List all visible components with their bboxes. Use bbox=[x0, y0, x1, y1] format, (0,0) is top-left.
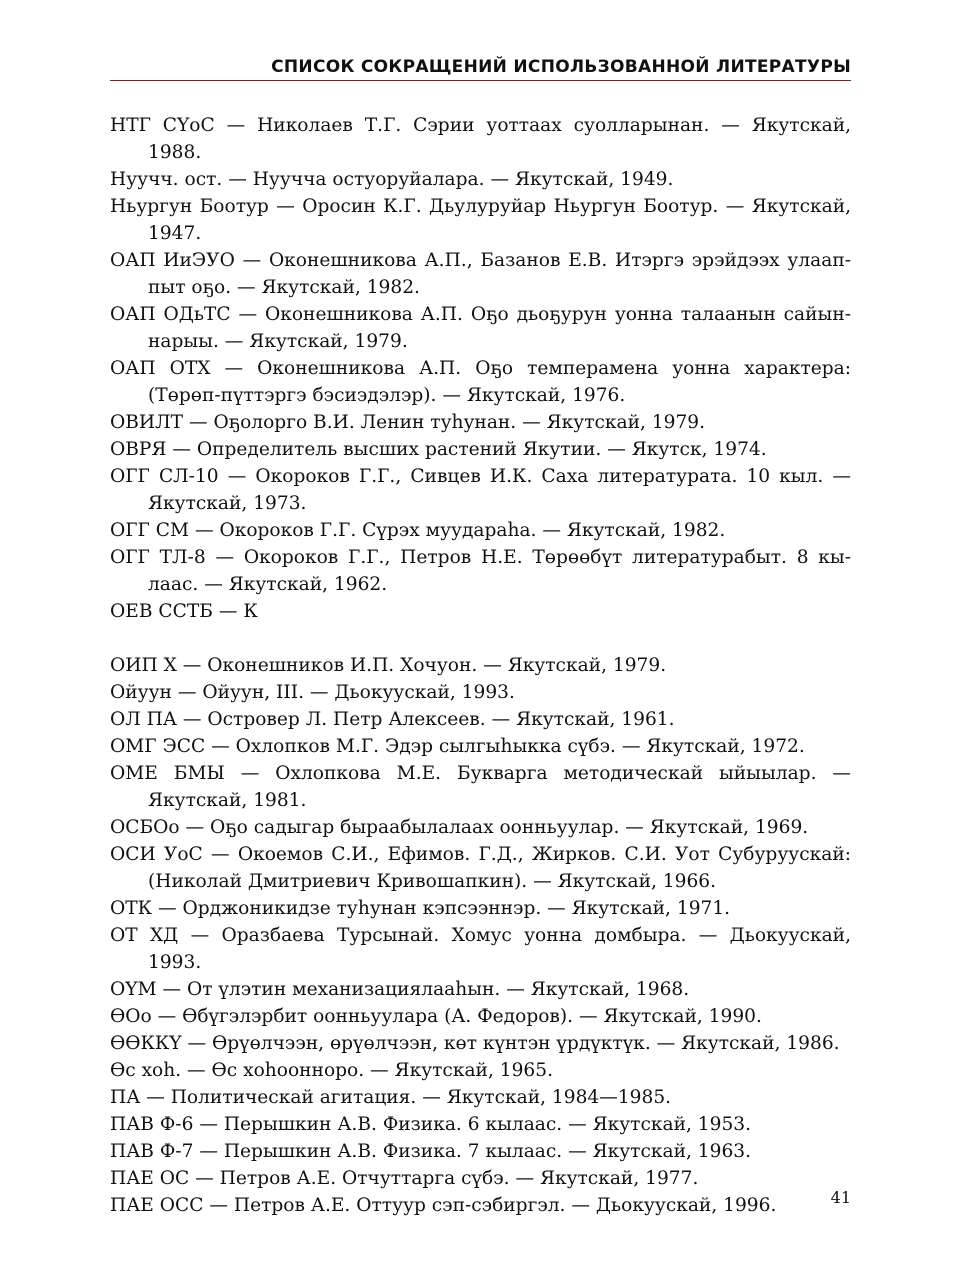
list-item: ПАВ Ф-7 — Перышкин А.В. Физика. 7 кылаас. — Якутскай, 1963. bbox=[110, 1141, 752, 1162]
list-item: ОИП Х — Оконешников И.П. Хочуон. — Якутскай, 1979. bbox=[110, 655, 667, 676]
list-item: ПАЕ ОС — Петров А.Е. Отчуттарга сүбэ. — Якутскай, 1977. bbox=[110, 1168, 699, 1189]
list-item: ПА — Политическай агитация. — Якутскай, 1984—1985. bbox=[110, 1087, 672, 1108]
list-item: ОВРЯ — Определитель высших растений Якутии. — Якутск, 1974. bbox=[110, 439, 767, 460]
list-item: ӨОо — Өбүгэлэрбит оонньуулара (А. Федоров). — Якутскай, 1990. bbox=[110, 1006, 762, 1027]
list-item: ОАП ОТХ — Оконешникова А.П. Оҕо темперамена уонна характера: (Төрөп-пүттэргэ бэсиэдэлэр). — Якутскай, 1976. bbox=[110, 358, 851, 406]
abbreviation-list bbox=[110, 112, 851, 1219]
list-item: ОСБОо — Оҕо садыгар быраабылалаах оонньуулар. — Якутскай, 1969. bbox=[110, 817, 809, 838]
list-item: ОМГ ЭСС — Охлопков М.Г. Эдэр сылгыһыкка сүбэ. — Якутскай, 1972. bbox=[110, 736, 805, 757]
list-item: ОТК — Орджоникидзе туһунан кэпсээннэр. — Якутскай, 1971. bbox=[110, 898, 731, 919]
list-item: ПАЕ ОСС — Петров А.Е. Оттуур сэп-сэбиргэл. — Дьокуускай, 1996. bbox=[110, 1195, 777, 1216]
running-header bbox=[110, 52, 851, 81]
page-number: 41 bbox=[830, 1188, 851, 1207]
list-item: ПАВ Ф-6 — Перышкин А.В. Физика. 6 кылаас. — Якутскай, 1953. bbox=[110, 1114, 752, 1135]
list-item: ОТ ХД — Оразбаева Турсынай. Хомус уонна домбыра. — Дьокуускай, 1993. bbox=[110, 925, 851, 973]
list-item: ОГГ СЛ-10 — Окороков Г.Г., Сивцев И.К. Саха литературата. 10 кыл. — Якутскай, 1973. bbox=[110, 466, 851, 514]
list-item: ОҮМ — От үлэтин механизациялааһын. — Якутскай, 1968. bbox=[110, 979, 690, 1000]
list-item: НТГ СҮоС — Николаев Т.Г. Сэрии уоттаах суолларынан. — Якутскай, 1988. bbox=[110, 115, 851, 163]
list-item: ОАП ИиЭУО — Оконешникова А.П., Базанов Е.В. Итэргэ эрэйдээх улаап-пыт оҕо. — Якутскай, 1982. bbox=[110, 250, 851, 298]
list-item: Өс хоһ. — Өс хоһоонноро. — Якутскай, 1965. bbox=[110, 1060, 553, 1081]
list-item: ОЕВ ССТБ — К bbox=[110, 601, 258, 622]
list-item: Ньургун Боотур — Оросин К.Г. Дьулуруйар Ньургун Боотур. — Якутскай, 1947. bbox=[110, 196, 851, 244]
list-item: Ойуун — Ойуун, III. — Дьокуускай, 1993. bbox=[110, 682, 515, 703]
header-title: СПИСОК СОКРАЩЕНИЙ ИСПОЛЬЗОВАННОЙ ЛИТЕРАТУРЫ bbox=[271, 57, 851, 77]
list-item: ОГГ СМ — Окороков Г.Г. Сүрэх муудараһа. — Якутскай, 1982. bbox=[110, 520, 726, 541]
list-item: ОВИЛТ — Оҕолорго В.И. Ленин туһунан. — Якутскай, 1979. bbox=[110, 412, 706, 433]
list-item: ОСИ УоС — Окоемов С.И., Ефимов. Г.Д., Жирков. С.И. Уот Субуруускай: (Николай Дмитриевич Кривошапкин). — Якутскай, 1966. bbox=[110, 844, 851, 892]
list-item: Нуучч. ост. — Нуучча остуоруйалара. — Якутскай, 1949. bbox=[110, 169, 674, 190]
list-item: ОАП ОДьТС — Оконешникова А.П. Оҕо дьоҕурун уонна талаанын сайын-нарыы. — Якутскай, 1979. bbox=[110, 304, 851, 352]
list-item: ОЛ ПА — Островер Л. Петр Алексеев. — Якутскай, 1961. bbox=[110, 709, 675, 730]
list-item: ӨӨККҮ — Өрүөлчээн, өрүөлчээн, көт күнтэн үрдүктүк. — Якутскай, 1986. bbox=[110, 1033, 840, 1054]
list-item: ОМЕ БМЫ — Охлопкова М.Е. Букварга методическай ыйыылар. — Якутскай, 1981. bbox=[110, 763, 851, 811]
list-item: ОГГ ТЛ-8 — Окороков Г.Г., Петров Н.Е. Төрөөбүт литературабыт. 8 кы-лаас. — Якутскай, 1962. bbox=[110, 547, 851, 595]
